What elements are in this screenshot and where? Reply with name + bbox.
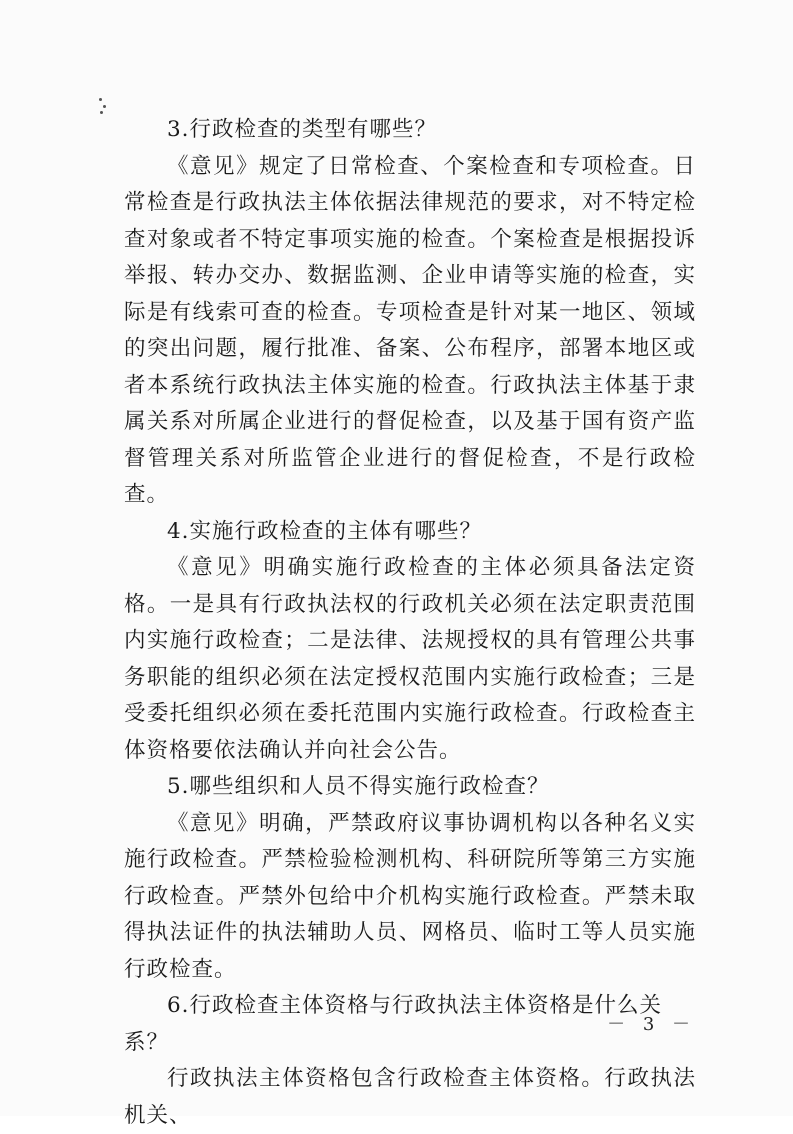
section-paragraph-3: 《意见》规定了日常检查、个案检查和专项检查。日常检查是行政执法主体依据法律规范的要求，对不特定检查对象或者不特定事项实施的检查。个案检查是根据投诉举报、转办交办、数据监测、企业申请等实施的检查，实际是有线索可查的检查。专项检查是针对某一地区、领域的突出问题，履行批准、备案、公布程序，部署本地区或者本系统行政执法主体实施的检查。行政执法主体基于隶属关系对所属企业进行的督促检查，以及基于国有资产监督管理关系对所监管企业进行的督促检查，不是行政检查。 bbox=[124, 153, 696, 507]
section-heading-3: 3.行政检查的类型有哪些？ bbox=[167, 117, 438, 142]
scan-speck-marks bbox=[97, 96, 107, 116]
page-number: － 3 － bbox=[607, 1014, 696, 1035]
section-heading-5: 5.哪些组织和人员不得实施行政检查？ bbox=[167, 774, 550, 799]
section-heading-6: 6.行政检查主体资格与行政执法主体资格是什么关系？ bbox=[124, 993, 663, 1055]
document-body bbox=[124, 112, 696, 1134]
section-heading-4: 4.实施行政检查的主体有哪些？ bbox=[167, 518, 483, 544]
section-paragraph-4: 《意见》明确实施行政检查的主体必须具备法定资格。一是具有行政执法权的行政机关必须在法定职责范围内实施行政检查；二是法律、法规授权的具有管理公共事务职能的组织必须在法定授权范围内实施行政检查；三是受委托组织必须在委托范围内实施行政检查。行政检查主体资格要依法确认并向社会公告。 bbox=[124, 555, 696, 763]
section-paragraph-5: 《意见》明确，严禁政府议事协调机构以各种名义实施行政检查。严禁检验检测机构、科研院所等第三方实施行政检查。严禁外包给中介机构实施行政检查。严禁未取得执法证件的执法辅助人员、网格员、临时工等人员实施行政检查。 bbox=[124, 810, 696, 982]
section-paragraph-6: 行政执法主体资格包含行政检查主体资格。行政执法机关、 bbox=[124, 1066, 696, 1128]
